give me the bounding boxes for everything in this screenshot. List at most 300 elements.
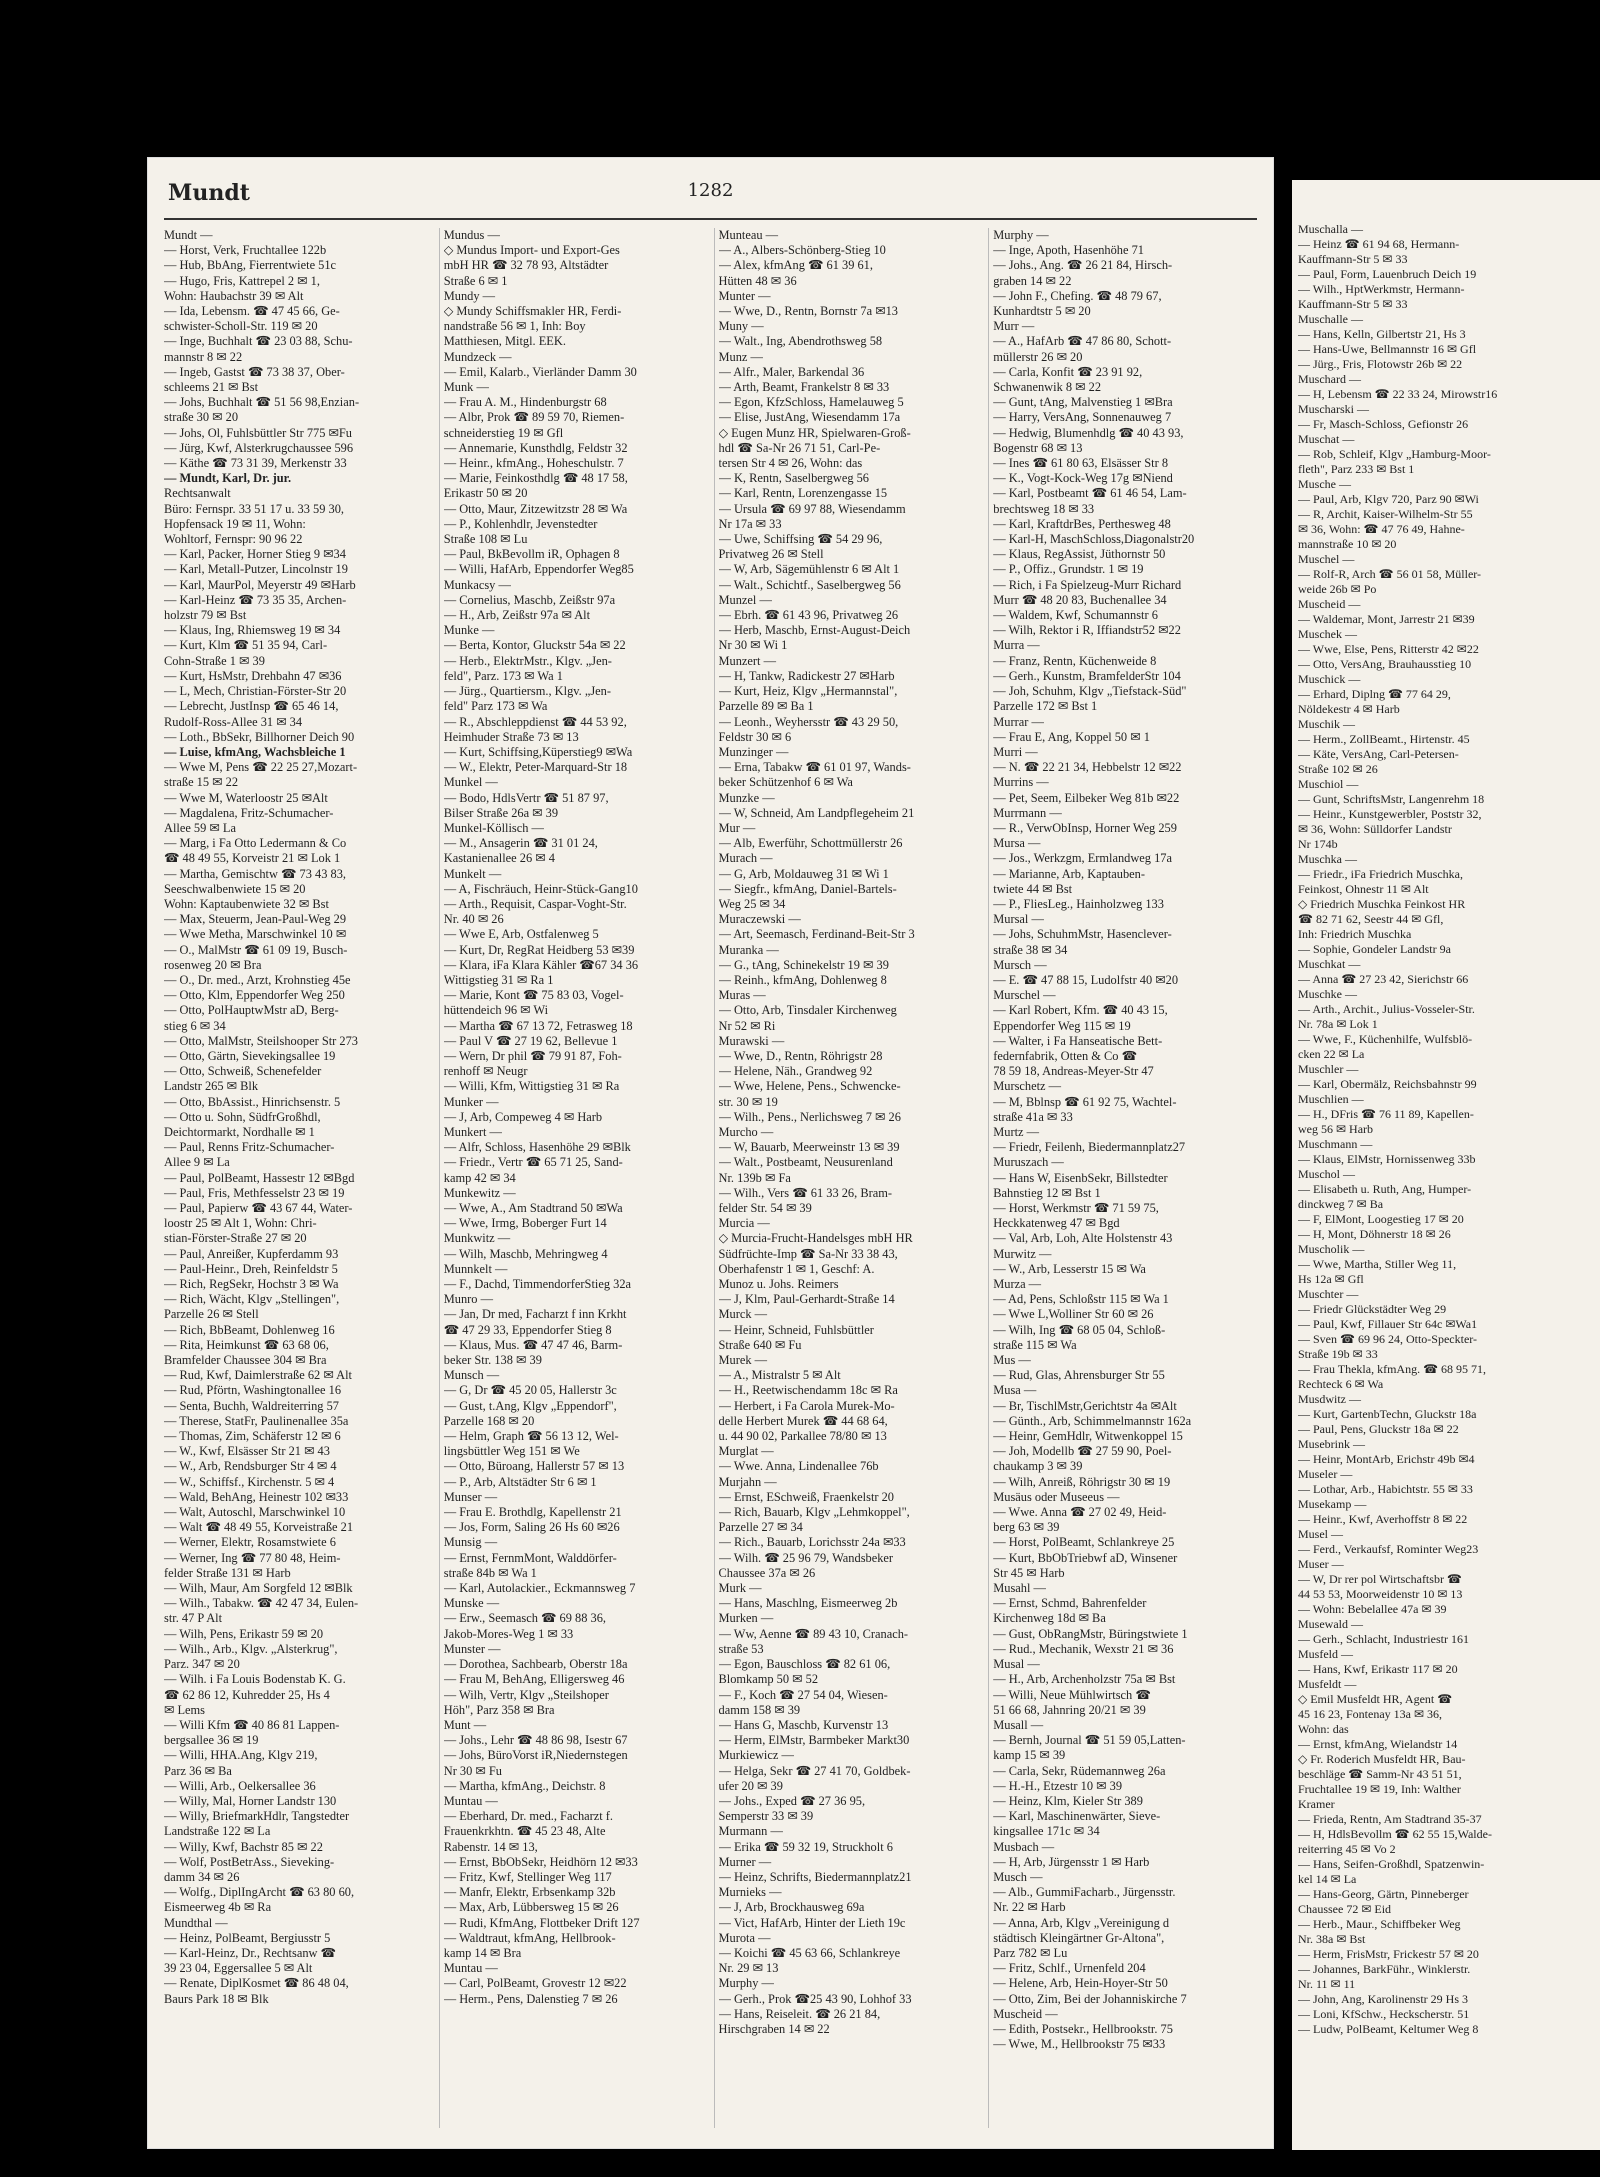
directory-entry-line: Musdwitz — <box>1298 1392 1361 1406</box>
directory-entry-line: Murken — <box>718 1611 774 1626</box>
directory-entry-line: — Lothar, Arb., Habichtstr. 55 ✉ 33 <box>1298 1482 1473 1496</box>
directory-entry-line: Murk — <box>718 1581 762 1596</box>
directory-entry-line: — Otto, PolHauptwMstr aD, Berg- <box>164 1003 339 1018</box>
directory-entry-line: — Günth., Arb, Schimmelmannstr 162a <box>993 1413 1192 1428</box>
directory-entry-line: — Albr, Prok ☎ 89 59 70, Riemen- <box>443 410 625 425</box>
directory-entry-line: — Manfr, Elektr, Erbsenkamp 32b <box>443 1885 616 1900</box>
directory-entry-line: Blomkamp 50 ✉ 52 <box>718 1672 819 1687</box>
directory-entry-line: Semperstr 33 ✉ 39 <box>718 1809 814 1824</box>
directory-entry-line: feld", Parz. 173 ✉ Wa 1 <box>443 668 563 683</box>
directory-entry-line: — Anna, Arb, Klgv „Vereinigung d <box>993 1915 1170 1930</box>
directory-entry-line: reiterring 45 ✉ Vo 2 <box>1298 1842 1396 1856</box>
directory-entry-line: Bahnstieg 12 ✉ Bst 1 <box>993 1185 1101 1200</box>
directory-entry-line: — Elise, JustAng, Wiesendamm 17a <box>718 410 901 425</box>
directory-entry-line: — Hans-Uwe, Bellmannstr 16 ✉ Gfl <box>1298 342 1477 356</box>
directory-entry-line: — Herb., ElektrMstr., Klgv. „Jen- <box>443 653 612 668</box>
directory-entry-line: Eppendorfer Weg 115 ✉ 19 <box>993 1018 1131 1033</box>
directory-entry-line: — Gunt, tAng, Malvenstieg 1 ✉Bra <box>993 395 1173 410</box>
directory-entry-line: — Paul, PolBeamt, Hassestr 12 ✉Bgd <box>164 1170 355 1185</box>
directory-entry-line: — Käte, VersAng, Carl-Petersen- <box>1298 747 1459 761</box>
directory-entry-line: Allee 59 ✉ La <box>164 820 236 835</box>
directory-entry-line: — Klaus, ElMstr, Hornissenweg 33b <box>1298 1152 1476 1166</box>
directory-entry-line: Murrmann — <box>993 805 1062 820</box>
directory-entry-line: — W, Arb, Sägemühlenstr 6 ✉ Alt 1 <box>718 562 900 577</box>
directory-entry-line: Murza — <box>993 1277 1042 1292</box>
directory-entry-line: Murnieks — <box>718 1885 782 1900</box>
column-4 <box>988 228 1257 2128</box>
directory-entry-line: — Hub, BbAng, Fierrentwiete 51c <box>164 258 337 273</box>
directory-entry-line: Muntau — <box>443 1793 498 1808</box>
directory-entry-line: — Rich., Bauarb, Lorichsstr 24a ✉33 <box>718 1535 906 1550</box>
directory-entry-line: — Loth., BbSekr, Billhorner Deich 90 <box>164 729 355 744</box>
directory-entry-line: — Paul, Form, Lauenbruch Deich 19 <box>1298 267 1477 281</box>
directory-entry-line: Mur — <box>718 820 756 835</box>
directory-entry-line: Murwitz — <box>993 1246 1052 1261</box>
directory-entry-line: — Otto, Arb, Tinsdaler Kirchenweg <box>718 1003 897 1018</box>
directory-entry-line: — Alfr, Schloss, Hasenhöhe 29 ✉Blk <box>443 1140 631 1155</box>
directory-entry-line: — Jan, Dr med, Facharzt f inn Krkht <box>443 1307 627 1322</box>
directory-entry-line: — Paul, Arb, Klgv 720, Parz 90 ✉Wi <box>1298 492 1479 506</box>
directory-entry-line: — Walt ☎ 48 49 55, Korveistraße 21 <box>164 1520 354 1535</box>
directory-entry-line: ✉ Lems <box>164 1702 206 1717</box>
directory-entry-line: — Kurt, Schiffsing,Küperstieg9 ✉Wa <box>443 744 633 759</box>
directory-entry-line: — Luise, kfmAng, Wachsbleiche 1 <box>164 744 346 759</box>
directory-entry-line: kel 14 ✉ La <box>1298 1872 1357 1886</box>
directory-entry-line: Muscholik — <box>1298 1242 1365 1256</box>
directory-entry-line: schneiderstieg 19 ✉ Gfl <box>443 425 564 440</box>
directory-entry-line: schwister-Scholl-Str. 119 ✉ 20 <box>164 319 318 334</box>
directory-entry-line: — Wwe E, Arb, Ostfalenweg 5 <box>443 927 599 942</box>
directory-entry-line: Murcho — <box>718 1124 774 1139</box>
directory-entry-line: — F., Dachd, TimmendorferStieg 32a <box>443 1277 632 1292</box>
directory-entry-line: — Hans, Kwf, Erikastr 117 ✉ 20 <box>1298 1662 1458 1676</box>
directory-entry-line: — Leonh., Weyhersstr ☎ 43 29 50, <box>718 714 899 729</box>
directory-entry-line: — Joh, Modellb ☎ 27 59 90, Poel- <box>993 1444 1172 1459</box>
directory-entry-line: Parzelle 89 ✉ Ba 1 <box>718 699 814 714</box>
directory-entry-line: Parzelle 172 ✉ Bst 1 <box>993 699 1098 714</box>
directory-entry-line: Munzel — <box>718 592 772 607</box>
directory-entry-line: feld" Parz 173 ✉ Wa <box>443 699 548 714</box>
directory-entry-line: — Otto, Gärtn, Sievekingsallee 19 <box>164 1048 336 1063</box>
directory-entry-line: straße 30 ✉ 20 <box>164 410 239 425</box>
directory-entry-line: — Otto, Zim, Bei der Johanniskirche 7 <box>993 1991 1187 2006</box>
directory-entry-line: felder Str. 54 ✉ 39 <box>718 1201 812 1215</box>
directory-entry-line: Murglat — <box>718 1444 774 1459</box>
directory-entry-line: — Hans, Maschlng, Eismeerweg 2b <box>718 1596 898 1611</box>
directory-entry-line: — Herm, ElMstr, Barmbeker Markt30 <box>718 1733 910 1748</box>
directory-entry-line: — H, Tankw, Radickestr 27 ✉Harb <box>718 668 895 683</box>
directory-entry-line: — R., VerwObInsp, Horner Weg 259 <box>993 820 1177 835</box>
directory-entry-line: — Friedr, Feilenh, Biedermannplatz27 <box>993 1140 1186 1155</box>
directory-entry-line: — Gerh., Schlacht, Industriestr 161 <box>1298 1632 1469 1646</box>
directory-entry-line: — Ludw, PolBeamt, Keltumer Weg 8 <box>1298 2022 1479 2036</box>
directory-entry-line: — Ernst, FernmMont, Walddörfer- <box>443 1550 617 1565</box>
directory-entry-line: — G., tAng, Schinekelstr 19 ✉ 39 <box>718 957 889 972</box>
directory-entry-line: Muschkat — <box>1298 957 1361 971</box>
directory-entry-line: Höh", Parz 358 ✉ Bra <box>443 1702 555 1717</box>
directory-entry-line: Muschick — <box>1298 672 1361 686</box>
directory-entry-line: 44 53 53, Moorweidenstr 10 ✉ 13 <box>1298 1587 1463 1601</box>
directory-entry-line: Munter — <box>718 288 771 303</box>
directory-entry-line: — Walt, Autoschl, Marschwinkel 10 <box>164 1505 346 1520</box>
directory-entry-line: — Siegfr., kfmAng, Daniel-Bartels- <box>718 881 897 896</box>
directory-entry-line: — Joh, Schuhm, Klgv „Tiefstack-Süd" <box>993 684 1187 699</box>
directory-entry-line: — Kurt, Klm ☎ 51 35 94, Carl- <box>164 638 328 653</box>
directory-entry-line: — Egon, Bauschloss ☎ 82 61 06, <box>718 1657 891 1672</box>
directory-entry-line: Bilser Straße 26a ✉ 39 <box>443 805 559 820</box>
directory-entry-line: — Rich, RegSekr, Hochstr 3 ✉ Wa <box>164 1277 339 1292</box>
directory-entry-line: Musekamp — <box>1298 1497 1367 1511</box>
directory-entry-line: schleems 21 ✉ Bst <box>164 380 259 395</box>
directory-entry-line: — Vict, HafArb, Hinter der Lieth 19c <box>718 1915 906 1930</box>
directory-entry-line: Hs 12a ✉ Gfl <box>1298 1272 1364 1286</box>
directory-entry-line: Chaussee 72 ✉ Eid <box>1298 1902 1392 1916</box>
directory-entry-line: — Otto u. Sohn, SüdfrGroßhdl, <box>164 1109 321 1124</box>
directory-entry-line: — Willi, Neue Mühlwirtsch ☎ <box>993 1687 1151 1702</box>
directory-entry-line: Rabenstr. 14 ✉ 13, <box>443 1839 538 1854</box>
directory-entry-line: Parzelle 26 ✉ Stell <box>164 1307 259 1322</box>
directory-entry-line: — W, Schneid, Am Landpflegeheim 21 <box>718 805 915 820</box>
directory-columns <box>164 228 1257 2128</box>
directory-entry-line: — Wilh., Vers ☎ 61 33 26, Bram- <box>718 1185 892 1200</box>
directory-entry-line: Musfeld — <box>1298 1647 1353 1661</box>
directory-entry-line: — Karl, KraftdrBes, Perthesweg 48 <box>993 516 1171 531</box>
directory-entry-line: Munsch — <box>443 1368 500 1383</box>
directory-entry-line: hdl ☎ Sa-Nr 26 71 51, Carl-Pe- <box>718 440 881 455</box>
directory-entry-line: Murrar — <box>993 714 1044 729</box>
directory-entry-line: Büro: Fernspr. 33 51 17 u. 33 59 30, <box>164 501 345 516</box>
directory-entry-line: Feinkost, Ohnestr 11 ✉ Alt <box>1298 882 1429 896</box>
directory-entry-line: — Walt., Ing, Abendrothsweg 58 <box>718 334 883 349</box>
directory-entry-line: — K, Rentn, Saselbergweg 56 <box>718 471 870 486</box>
directory-entry-line: — Friedr Glückstädter Weg 29 <box>1298 1302 1447 1316</box>
directory-entry-line: Musall — <box>993 1717 1044 1732</box>
directory-entry-line: Murawski — <box>718 1033 785 1048</box>
directory-entry-line: str. 47 P Alt <box>164 1611 223 1626</box>
directory-entry-line: ◇ Eugen Munz HR, Spielwaren-Groß- <box>718 425 911 440</box>
directory-entry-line: — Martha, Gemischtw ☎ 73 43 83, <box>164 866 346 881</box>
directory-entry-line: — Arth, Beamt, Frankelstr 8 ✉ 33 <box>718 380 890 395</box>
directory-entry-line: ☎ 47 29 33, Eppendorfer Stieg 8 <box>443 1322 612 1337</box>
directory-entry-line: — Wwe, Irmg, Boberger Furt 14 <box>443 1216 607 1231</box>
directory-entry-line: — Johs, SchuhmMstr, Hasenclever- <box>993 927 1172 942</box>
directory-entry-line: Kauffmann-Str 5 ✉ 33 <box>1298 297 1408 311</box>
directory-entry-line: — Klaus, RegAssist, Jüthornstr 50 <box>993 547 1166 562</box>
directory-entry-line: Murck — <box>718 1307 768 1322</box>
directory-entry-line: — Willy, Mal, Horner Landstr 130 <box>164 1793 337 1808</box>
directory-entry-line: — Wwe. Anna ☎ 27 02 49, Heid- <box>993 1505 1167 1520</box>
directory-entry-line: Straße 19b ✉ 33 <box>1298 1347 1378 1361</box>
directory-entry-line: Muscheid — <box>1298 597 1361 611</box>
directory-entry-line: — R., Abschleppdienst ☎ 44 53 92, <box>443 714 627 729</box>
directory-entry-line: Wohn: Kaptaubenwiete 32 ✉ Bst <box>164 896 329 911</box>
directory-entry-line: — H, Mont, Döhnerstr 18 ✉ 26 <box>1298 1227 1451 1241</box>
directory-entry-line: — Karl, MaurPol, Meyerstr 49 ✉Harb <box>164 577 356 592</box>
directory-entry-line: Muruszach — <box>993 1155 1064 1170</box>
header-rule <box>164 218 1257 220</box>
directory-entry-line: Nr. 139b ✉ Fa <box>718 1170 791 1185</box>
directory-entry-line: Munteau — <box>718 228 779 242</box>
directory-entry-line: — G, Arb, Moldauweg 31 ✉ Wi 1 <box>718 866 889 881</box>
directory-entry-line: — Val, Arb, Loh, Alte Holstenstr 43 <box>993 1231 1173 1246</box>
directory-entry-line: Musche — <box>1298 477 1351 491</box>
directory-entry-line: — Erw., Seemasch ☎ 69 88 36, <box>443 1611 607 1626</box>
directory-entry-line: — Rudi, KfmAng, Flottbeker Drift 127 <box>443 1915 640 1930</box>
directory-entry-line: Musch — <box>993 1869 1043 1884</box>
directory-entry-line: — H., Reetwischendamm 18c ✉ Ra <box>718 1383 898 1398</box>
directory-entry-line: — Alb, Ewerführ, Schottmüllerstr 26 <box>718 836 903 851</box>
directory-entry-line: — W., Arb, Rendsburger Str 4 ✉ 4 <box>164 1459 337 1474</box>
directory-entry-line: — Waldtraut, kfmAng, Hellbrook- <box>443 1930 616 1945</box>
directory-entry-line: ☎ 82 71 62, Seestr 44 ✉ Gfl, <box>1298 912 1444 926</box>
directory-entry-line: — Wilh., Tabakw. ☎ 42 47 34, Eulen- <box>164 1596 359 1611</box>
directory-entry-line: — Paul, Kwf, Fillauer Str 64c ✉Wa1 <box>1298 1317 1478 1331</box>
directory-entry-line: — Willy, BriefmarkHdlr, Tangstedter <box>164 1809 350 1824</box>
directory-entry-line: — Rich, Bauarb, Klgv „Lehmkoppel", <box>718 1505 910 1520</box>
directory-entry-line: holzstr 79 ✉ Bst <box>164 608 247 623</box>
directory-entry-line: — M., Ansagerin ☎ 31 01 24, <box>443 836 598 851</box>
directory-entry-line: — Johs, Buchhalt ☎ 51 56 98,Enzian- <box>164 395 360 410</box>
directory-entry-line: — Frau M, BehAng, Elligersweg 46 <box>443 1672 625 1687</box>
directory-entry-line: Muschka — <box>1298 852 1357 866</box>
directory-entry-line: — Hedwig, Blumenhdlg ☎ 40 43 93, <box>993 425 1184 440</box>
directory-entry-line: — Herm., ZollBeamt., Hirtenstr. 45 <box>1298 732 1470 746</box>
directory-entry-line: Kramer <box>1298 1797 1335 1811</box>
directory-entry-line: — Wilh, Ing ☎ 68 05 04, Schloß- <box>993 1322 1166 1337</box>
directory-entry-line: Mundy — <box>443 288 496 303</box>
directory-entry-line: cken 22 ✉ La <box>1298 1047 1365 1061</box>
directory-entry-line: — P., FliesLeg., Hainholzweg 133 <box>993 896 1164 911</box>
directory-entry-line: Murota — <box>718 1930 771 1945</box>
directory-entry-line: chaukamp 3 ✉ 39 <box>993 1459 1083 1474</box>
directory-entry-line: Weg 25 ✉ 34 <box>718 896 786 911</box>
directory-entry-line: — Alb., GummiFacharb., Jürgensstr. <box>993 1885 1176 1900</box>
directory-entry-line: Munt — <box>443 1717 487 1732</box>
directory-entry-line: — Marie, Kont ☎ 75 83 03, Vogel- <box>443 988 624 1003</box>
directory-entry-line: — Herb, Maschb, Ernst-August-Deich <box>718 623 911 638</box>
directory-entry-line: Munzke — <box>718 790 775 805</box>
directory-entry-line: — Bernh, Journal ☎ 51 59 05,Latten- <box>993 1733 1186 1748</box>
page-number: 1282 <box>687 180 734 201</box>
directory-entry-line: Munzert — <box>718 653 776 668</box>
directory-entry-line: — Emil, Kalarb., Vierländer Damm 30 <box>443 364 637 379</box>
directory-entry-line: — H, Arb, Jürgensstr 1 ✉ Harb <box>993 1854 1150 1869</box>
directory-entry-line: dinckweg 7 ✉ Ba <box>1298 1197 1384 1211</box>
directory-entry-line: — H., DFris ☎ 76 11 89, Kapellen- <box>1298 1107 1474 1121</box>
directory-entry-line: — Waldem, Kwf, Schumannstr 6 <box>993 608 1158 623</box>
directory-entry-line: Nr. 38a ✉ Bst <box>1298 1932 1366 1946</box>
directory-entry-line: — Klaus, Mus. ☎ 47 47 46, Barm- <box>443 1337 623 1352</box>
directory-entry-line: — Fritz, Kwf, Stellinger Weg 117 <box>443 1869 612 1884</box>
directory-entry-line: Deichtormarkt, Nordhalle ✉ 1 <box>164 1124 315 1139</box>
directory-entry-line: — Heinr., Kwf, Averhoffstr 8 ✉ 22 <box>1298 1512 1468 1526</box>
directory-entry-line: Munkel — <box>443 775 498 790</box>
directory-entry-line: — Rich, Wächt, Klgv „Stellingen", <box>164 1292 340 1307</box>
directory-entry-line: weide 26b ✉ Po <box>1298 582 1377 596</box>
directory-entry-line: — Paul, Fris, Methfesselstr 23 ✉ 19 <box>164 1185 345 1200</box>
directory-entry-line: Munkewitz — <box>443 1185 516 1200</box>
directory-entry-line: — Arth., Archit., Julius-Vosseler-Str. <box>1298 1002 1475 1016</box>
directory-page <box>148 158 1273 2148</box>
directory-entry-line: — Karl-H, MaschSchloss,Diagonalstr20 <box>993 532 1195 547</box>
directory-entry-line: — Dorothea, Sachbearb, Oberstr 18a <box>443 1657 628 1672</box>
directory-entry-line: Muschalla — <box>1298 222 1363 236</box>
directory-entry-line: — Helene, Näh., Grandweg 92 <box>718 1064 873 1079</box>
directory-entry-line: — Hans, Kelln, Gilbertstr 21, Hs 3 <box>1298 327 1466 341</box>
directory-entry-line: weg 56 ✉ Harb <box>1298 1122 1374 1136</box>
directory-entry-line: — Alex, kfmAng ☎ 61 39 61, <box>718 258 873 273</box>
directory-entry-line: tersen Str 4 ✉ 26, Wohn: das <box>718 456 863 471</box>
directory-entry-line: Parz 36 ✉ Ba <box>164 1763 232 1778</box>
directory-entry-line: — Renate, DiplKosmet ☎ 86 48 04, <box>164 1976 349 1991</box>
page-header <box>168 180 1253 220</box>
directory-entry-line: brechtsweg 18 ✉ 33 <box>993 501 1095 516</box>
directory-entry-line: Murek — <box>718 1353 768 1368</box>
directory-entry-line: — Hans W, EisenbSekr, Billstedter <box>993 1170 1168 1185</box>
directory-entry-line: — Karl, Obermälz, Reichsbahnstr 99 <box>1298 1077 1477 1091</box>
adjacent-page-column <box>1298 222 1594 2130</box>
directory-entry-line: Musel — <box>1298 1527 1343 1541</box>
directory-entry-line: Muschler — <box>1298 1062 1359 1076</box>
directory-entry-line: — Friedr., Vertr ☎ 65 71 25, Sand- <box>443 1155 623 1170</box>
directory-entry-line: beschläge ☎ Samm-Nr 43 51 51, <box>1298 1767 1462 1781</box>
directory-entry-line: — Heinz, Klm, Kieler Str 389 <box>993 1793 1143 1808</box>
directory-entry-line: — Inge, Buchhalt ☎ 23 03 88, Schu- <box>164 334 353 349</box>
directory-entry-line: Straße 640 ✉ Fu <box>718 1337 802 1352</box>
directory-entry-line: — Wilh., Pens., Nerlichsweg 7 ✉ 26 <box>718 1109 901 1124</box>
directory-entry-line: Nr 174b <box>1298 837 1338 851</box>
directory-entry-line: ✉ 36, Wohn: ☎ 47 76 49, Hahne- <box>1298 522 1465 536</box>
directory-entry-line: Musa — <box>993 1383 1037 1398</box>
directory-entry-line: Chaussee 37a ✉ 26 <box>718 1565 816 1580</box>
directory-entry-line: Muntau — <box>443 1961 498 1976</box>
directory-entry-line: Musahl — <box>993 1581 1046 1596</box>
directory-entry-line: — Walter, i Fa Hanseatische Bett- <box>993 1033 1163 1048</box>
directory-entry-line: Mundt — <box>164 228 213 242</box>
directory-entry-line: mbH HR ☎ 32 78 93, Altstädter <box>443 258 609 273</box>
directory-entry-line: Muschel — <box>1298 552 1355 566</box>
directory-entry-line: Mursch — <box>993 957 1047 972</box>
directory-entry-line: — O., Dr. med., Arzt, Krohnstieg 45e <box>164 972 351 987</box>
directory-entry-line: — Wilh, Maschb, Mehringweg 4 <box>443 1246 608 1261</box>
directory-entry-line: hüttendeich 96 ✉ Wi <box>443 1003 549 1018</box>
directory-entry-line: — Erika ☎ 59 32 19, Struckholt 6 <box>718 1839 893 1854</box>
directory-entry-line: — Lebrecht, JustInsp ☎ 65 46 14, <box>164 699 339 714</box>
directory-entry-line: Straße 102 ✉ 26 <box>1298 762 1378 776</box>
directory-entry-line: Frauenkrkhtn. ☎ 45 23 48, Alte <box>443 1824 606 1839</box>
directory-entry-line: — Rud, Kwf, Daimlerstraße 62 ✉ Alt <box>164 1368 352 1383</box>
directory-entry-line: — Johannes, BarkFühr., Winklerstr. <box>1298 1962 1471 1976</box>
directory-entry-line: — Ida, Lebensm. ☎ 47 45 66, Ge- <box>164 304 340 319</box>
directory-entry-line: Landstraße 122 ✉ La <box>164 1824 271 1839</box>
directory-entry-line: — Otto, MalMstr, Steilshooper Str 273 <box>164 1033 358 1048</box>
directory-entry-line: — Horst, Verk, Fruchtallee 122b <box>164 243 327 258</box>
directory-entry-line: Munkelt — <box>443 866 502 881</box>
directory-entry-line: — Frieda, Rentn, Am Stadtrand 35-37 <box>1298 1812 1482 1826</box>
directory-entry-line: Murra — <box>993 638 1040 653</box>
directory-entry-line: Mundthal — <box>164 1915 228 1930</box>
directory-entry-line: 78 59 18, Andreas-Meyer-Str 47 <box>993 1064 1154 1079</box>
directory-entry-line: Murr — <box>993 319 1035 334</box>
directory-entry-line: — Jürg., Fris, Flotowstr 26b ✉ 22 <box>1298 357 1463 371</box>
directory-entry-line: — Arth., Requisit, Caspar-Voght-Str. <box>443 896 627 911</box>
directory-entry-line: — Inge, Apoth, Hasenhöhe 71 <box>993 243 1144 258</box>
directory-entry-line: — H.-H., Etzestr 10 ✉ 39 <box>993 1778 1123 1793</box>
directory-entry-line: — G, Dr ☎ 45 20 05, Hallerstr 3c <box>443 1383 617 1398</box>
directory-entry-line: — W, Dr rer pol Wirtschaftsbr ☎ <box>1298 1572 1462 1586</box>
directory-entry-line: damm 158 ✉ 39 <box>718 1702 801 1717</box>
directory-entry-line: Mundus — <box>443 228 500 242</box>
directory-entry-line: 45 16 23, Fontenay 13a ✉ 36, <box>1298 1707 1443 1721</box>
directory-entry-line: Murri — <box>993 744 1038 759</box>
directory-entry-line: — Wilh, Anreiß, Röhrigstr 30 ✉ 19 <box>993 1474 1171 1489</box>
directory-entry-line: — H, HdlsBevollm ☎ 62 55 15,Walde- <box>1298 1827 1492 1841</box>
directory-entry-line: — Walt., Postbeamt, Neusurenland <box>718 1155 893 1170</box>
directory-entry-line: Heckkatenweg 47 ✉ Bgd <box>993 1216 1120 1231</box>
directory-entry-line: Munser — <box>443 1489 498 1504</box>
directory-entry-line: — Annemarie, Kunsthdlg, Feldstr 32 <box>443 440 628 455</box>
directory-entry-line: — Waldemar, Mont, Jarrestr 21 ✉39 <box>1298 612 1475 626</box>
directory-entry-line: — Paul, Anreißer, Kupferdamm 93 <box>164 1246 339 1261</box>
directory-entry-line: — Wwe M, Pens ☎ 22 25 27,Mozart- <box>164 760 358 775</box>
directory-entry-line: — Karl, Packer, Horner Stieg 9 ✉34 <box>164 547 346 562</box>
directory-entry-line: — W., Elektr, Peter-Marquard-Str 18 <box>443 760 628 775</box>
directory-entry-line: — Heinr, Schneid, Fuhlsbüttler <box>718 1322 874 1337</box>
directory-entry-line: — Harry, VersAng, Sonnenauweg 7 <box>993 410 1172 425</box>
directory-entry-line: felder Straße 131 ✉ Harb <box>164 1565 291 1580</box>
directory-entry-line: — Herb., Maur., Schiffbeker Weg <box>1298 1917 1461 1931</box>
directory-entry-line: — R, Archit, Kaiser-Wilhelm-Str 55 <box>1298 507 1473 521</box>
directory-entry-line: Muschlien — <box>1298 1092 1364 1106</box>
directory-entry-line: Muser — <box>1298 1557 1344 1571</box>
directory-entry-line: Munro — <box>443 1292 493 1307</box>
directory-entry-line: — Paul, BkBevollm iR, Ophagen 8 <box>443 547 620 562</box>
directory-entry-line: Munster — <box>443 1641 501 1656</box>
directory-entry-line: — Hugo, Fris, Kattrepel 2 ✉ 1, <box>164 273 320 288</box>
directory-entry-line: Seeschwalbenwiete 15 ✉ 20 <box>164 881 306 896</box>
directory-entry-line: Mus — <box>993 1353 1031 1368</box>
directory-entry-line: Muschat — <box>1298 432 1355 446</box>
directory-entry-line: — Alfr., Maler, Barkendal 36 <box>718 364 865 379</box>
directory-entry-line: — Thomas, Zim, Schäferstr 12 ✉ 6 <box>164 1429 341 1444</box>
directory-entry-line: — Karl, Metall-Putzer, Lincolnstr 19 <box>164 562 348 577</box>
directory-entry-line: Mursal — <box>993 912 1044 927</box>
directory-entry-line: Munkwitz — <box>443 1231 511 1246</box>
directory-entry-line: — F., Koch ☎ 27 54 04, Wiesen- <box>718 1687 888 1702</box>
directory-entry-line: Murr ☎ 48 20 83, Buchenallee 34 <box>993 592 1167 607</box>
directory-entry-line: — Rud., Mechanik, Wexstr 21 ✉ 36 <box>993 1641 1174 1656</box>
directory-entry-line: Muschalle — <box>1298 312 1363 326</box>
column-2 <box>439 228 708 2128</box>
directory-entry-line: Musebrink — <box>1298 1437 1365 1451</box>
directory-entry-line: — Wwe. Anna, Lindenallee 76b <box>718 1459 879 1474</box>
directory-entry-line: Munske — <box>443 1596 500 1611</box>
directory-entry-line: — Rich, i Fa Spielzeug-Murr Richard <box>993 577 1182 592</box>
directory-entry-line: — Klaus, Ing, Rhiemsweg 19 ✉ 34 <box>164 623 341 638</box>
directory-entry-line: — Reinh., kfmAng, Dohlenweg 8 <box>718 972 887 987</box>
directory-entry-line: Nr. 40 ✉ 26 <box>443 912 504 927</box>
directory-entry-line: Jakob-Mores-Weg 1 ✉ 33 <box>443 1626 574 1641</box>
directory-entry-line: Muschol — <box>1298 1167 1355 1181</box>
directory-entry-line: loostr 25 ✉ Alt 1, Wohn: Chri- <box>164 1216 317 1231</box>
directory-entry-line: — Wilh, Rektor i R, Iffiandstr52 ✉22 <box>993 623 1181 638</box>
directory-entry-line: — Wwe, M., Hellbrookstr 75 ✉33 <box>993 2037 1166 2052</box>
directory-entry-line: — Karl Robert, Kfm. ☎ 40 43 15, <box>993 1003 1168 1018</box>
directory-entry-line: — Fritz, Schlf., Urnenfeld 204 <box>993 1961 1146 1976</box>
directory-entry-line: — A, Fischräuch, Heinr-Stück-Gang10 <box>443 881 638 896</box>
directory-entry-line: Wohn: das <box>1298 1722 1349 1736</box>
directory-entry-line: — Heinr, GemHdlr, Witwenkoppel 15 <box>993 1429 1183 1444</box>
